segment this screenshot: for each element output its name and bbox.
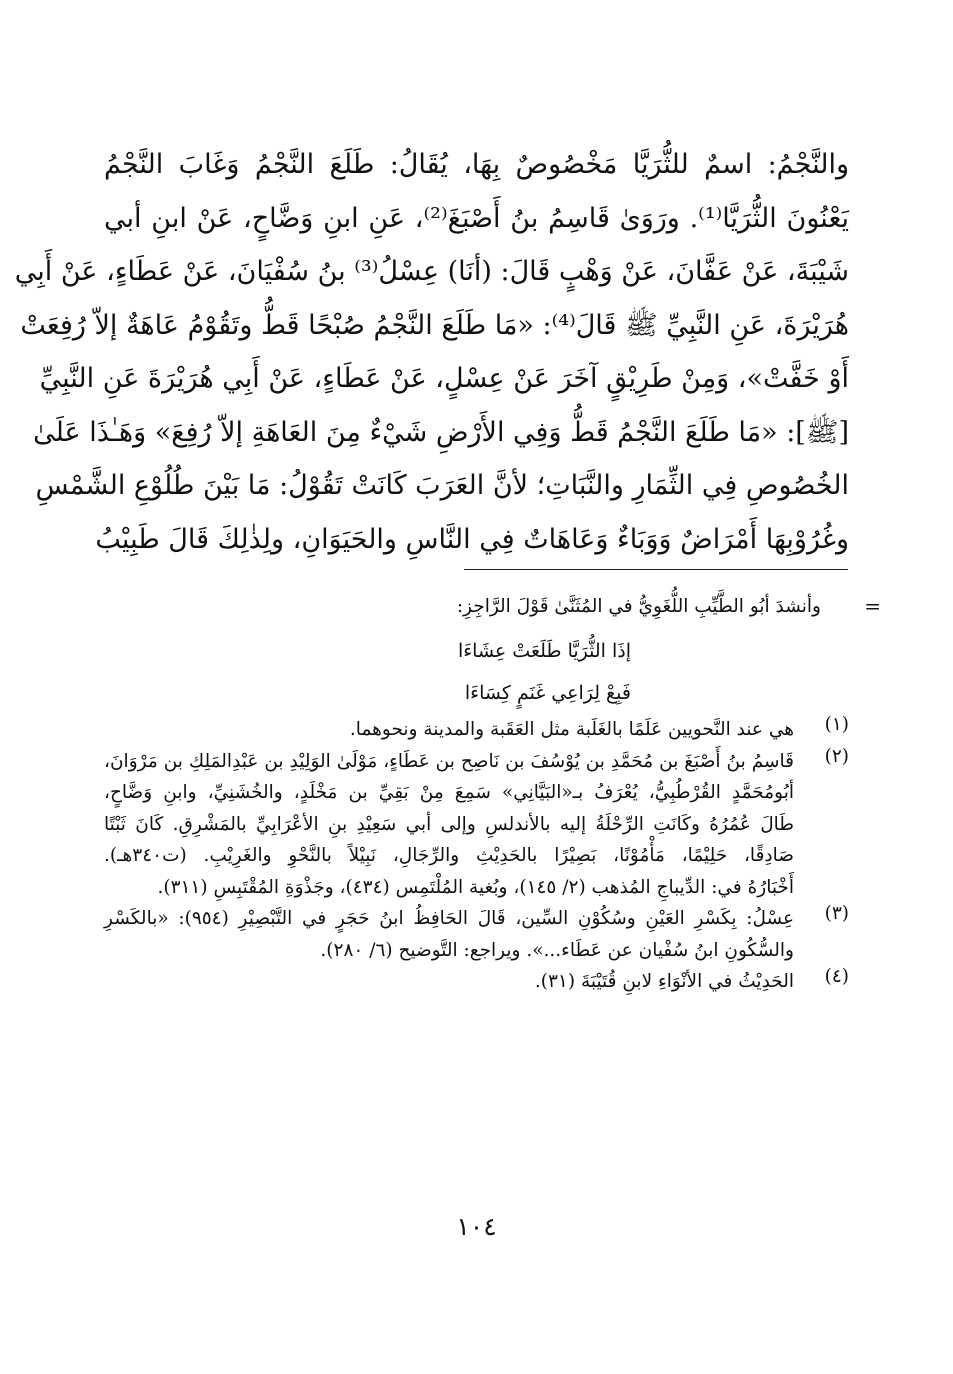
footnote-continuation <box>104 592 881 630</box>
footnote-4 <box>104 966 849 998</box>
footnote-line: هي عند النَّحويين عَلَمًا بالغَلَبة مثل العَقَبة والمدينة ونحوهما. <box>349 719 794 740</box>
footnote-line: أَخْبَارُهُ في: الدِّيباجِ المُذهب (٢/ ١٤٥)، وبُغية المُلْتَمِس (٤٣٤)، وجَذْوَةِ المُقْتَبِسِ (٣١١). <box>157 876 794 898</box>
main-text-line-2: يَعْنُونَ الثُّرَيَّا⁽¹⁾. ورَوَىٰ قَاسِمُ بنُ أَصْبَغَ⁽²⁾، عَنِ ابنِ وَضَّاحٍ، عَنْ ابنِ أبي <box>104 202 849 234</box>
main-text-line-1: والنَّجْمُ: اسمٌ للثُّرَيَّا مَخْصُوصٌ بِهَا، يُقَالُ: طَلَعَ النَّجْمُ وَغَابَ النَّجْمُ <box>104 149 849 180</box>
footnote-number: (١) <box>824 714 849 735</box>
footnote-line: أبُومُحَمَّدٍ القُرْطُبِيُّ، يُعْرَفُ بـ«البَيَّانِي» سَمِعَ مِنْ بَقِيِّ بن مَخْلَدٍ، والخُشَنِيِّ، وابنِ وَضَّاحٍ، <box>104 782 794 803</box>
main-text-line-6: [ﷺ]: «مَا طَلَعَ النَّجْمُ قَطُّ وَفِي الأَرْضِ شَيْءٌ مِنَ العَاهَةِ إلاّ رُفِعَ» وَهَـٰذَا عَلَىٰ <box>33 416 849 448</box>
footnote-separator <box>464 569 848 570</box>
footnote-number: (٤) <box>824 966 849 987</box>
footnote-number: (٢) <box>824 745 849 767</box>
footnote-line: الحَدِيْثُ في الأنْوَاءِ لابنِ قُتَيْبَةَ (٣١). <box>534 971 794 992</box>
footnote-number: (٣) <box>824 903 849 924</box>
footnote-line: والسُّكُونِ ابنُ سُفْيان عن عَطَاء...». ويراجع: التَّوضيح (٦/ ٢٨٠). <box>320 939 794 961</box>
footnote-line: صَادِقًا، حَلِيْمًا، مَأْمُوْنًا، بَصِيْرًا بالحَدِيْثِ والرِّجَالِ، نَبِيْلاً بالنَّحْوِ والغَرِيْبِ. (ت٣٤٠هـ). <box>104 845 794 866</box>
main-text-line-7: الخُصُوصِ فِي الثِّمَارِ والنَّبَاتِ؛ لأنَّ العَرَبَ كَانَتْ تَقُوْلُ: مَا بَيْنَ طُلُوْعِ الشَّمْسِ <box>35 470 849 501</box>
continuation-mark: = <box>864 594 881 618</box>
footnote-line: قَاسِمُ بنُ أَصْبَغَ بن مُحَمَّدِ بن يُوْسُفَ بن نَاصِح بن عَطَاءٍ، مَوْلَىٰ الوَلِيْدِ بن عَبْدِالمَلِكِ بن مَرْوَانَ، <box>104 750 794 772</box>
footnote-line: طَالَ عُمُرُهُ وكَانَتِ الرِّحْلَةُ إليه بالأندلسِ وإلى أبي سَعِيْدِ بنِ الأعْرَابِيِّ بالمَشْرِقِ. كَانَ ثَبْتًا <box>104 813 794 835</box>
footnote-1 <box>104 714 849 746</box>
main-text-line-5: أَوْ خَفَّتْ»، وَمِنْ طَرِيْقٍ آخَرَ عَنْ عِسْلٍ، عَنْ عَطَاءٍ، عَنْ أَبِي هُرَيْرَةَ عَنِ النَّبِيِّ <box>39 363 849 394</box>
verse-line-1: إذَا الثُّرَيَّا طَلَعَتْ عِشَاءَا <box>457 640 631 662</box>
footnotes <box>104 592 881 998</box>
page-number: ١٠٤ <box>456 1212 497 1241</box>
footnote-3 <box>104 903 849 966</box>
main-text-line-4: هُرَيْرَةَ، عَنِ النَّبِيِّ ﷺ قَالَ⁽⁴⁾: «مَا طَلَعَ النَّجْمُ صُبْحًا قَطُّ وتَقُوْمُ عَاهَةٌ إلاّ رُفِعَتْ <box>20 309 849 341</box>
verse-line-2: فَبِعْ لِرَاعِي غَنَمٍ كِسَاءَا <box>464 682 631 704</box>
footnote-2 <box>104 746 849 904</box>
main-text-line-8: وغُرُوْبِهَا أَمْرَاضٌ وَوَبَاءٌ وَعَاهَاتٌ فِي النَّاسِ والحَيَوَانِ، ولِذٰلِكَ قَالَ طَبِيْبُ <box>95 523 849 555</box>
footnote-line: عِسْلُ: بِكَسْرِ العَيْنِ وسُكُوْنِ السِّين، قَالَ الحَافِظُ ابنُ حَجَرٍ في التَّبْصِيْرِ (٩٥٤): «بالكَسْرِ <box>104 908 794 929</box>
main-text-line-3: شَيْبَةَ، عَنْ عَفَّانَ، عَنْ وَهْبٍ قَالَ: (أنَا) عِسْلُ⁽³⁾ بنُ سُفْيَانَ، عَنْ عَطَاءٍ، عَنْ أَبِي <box>14 256 849 287</box>
continuation-text: وأنشدَ أبُو الطَّيِّبِ اللُّغَوِيُّ في المُثَنَّىٰ قَوْلَ الرَّاجِزِ: <box>456 596 821 617</box>
main-text <box>14 138 849 566</box>
